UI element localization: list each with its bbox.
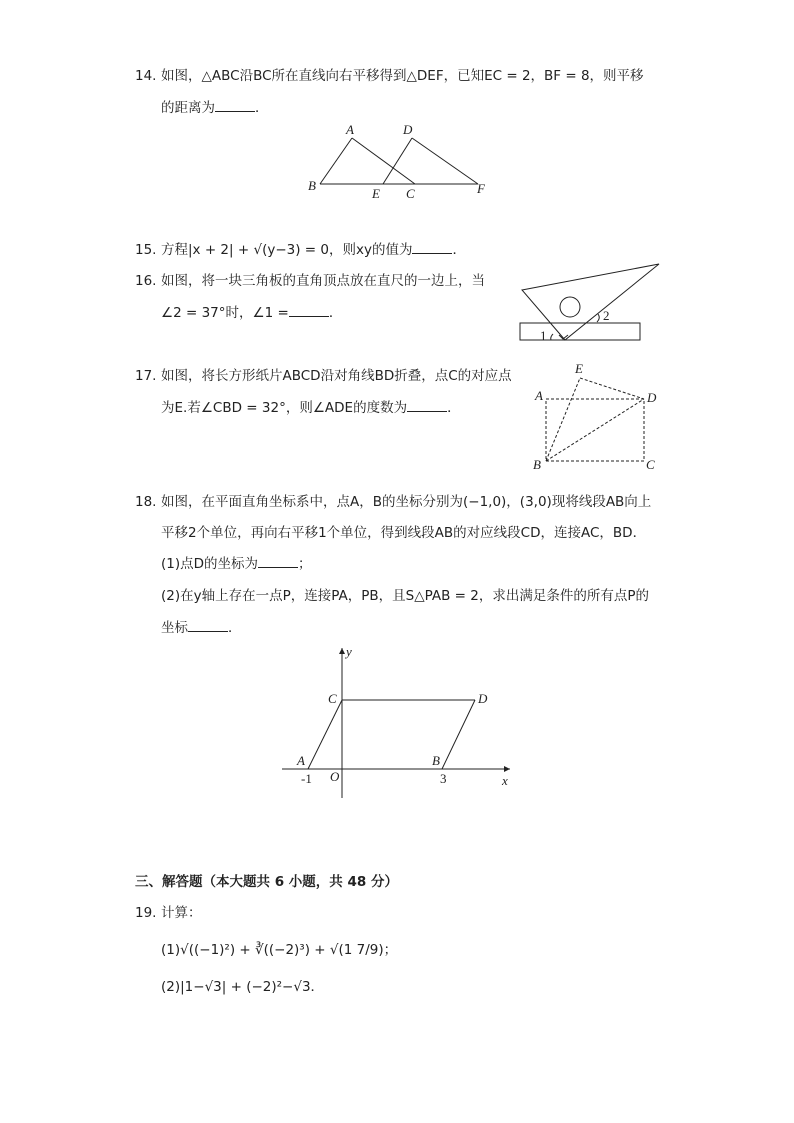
q19-part2: (2)|1−√3| + (−2)²−√3． [161, 979, 325, 995]
q17-label-D: D [647, 390, 657, 405]
q14-label-B: B [308, 178, 316, 193]
q18-label-y: y [346, 644, 352, 659]
q19-title: 计算： [161, 905, 202, 921]
q19-number: 19. [135, 905, 157, 921]
q18-label-D: D [478, 691, 488, 706]
q18-label-C: C [328, 691, 337, 706]
q17-label-E: E [575, 361, 583, 376]
section-3-heading: 三、解答题（本大题共 6 小题，共 48 分） [135, 874, 398, 890]
q14-label-A: A [346, 122, 354, 137]
q14-label-E: E [372, 186, 380, 201]
q19-part1: (1)√((−1)²) + ∛((−2)³) + √(1 7/9)； [161, 942, 398, 958]
q16-number: 16. [135, 273, 157, 289]
q15-tail: ． [452, 242, 466, 258]
q14-label-C: C [406, 186, 415, 201]
q18-text1: 如图，在平面直角坐标系中，点A，B的坐标分别为(−1,0)，(3,0)现将线段AB向上 [161, 494, 652, 510]
q17-text1: 如图，将长方形纸片ABCD沿对角线BD折叠，点C的对应点 [161, 368, 512, 384]
q18-label-O: O [330, 769, 340, 784]
q14-text2: 的距离为 [161, 100, 215, 116]
q16-label-2: 2 [603, 308, 610, 323]
q14-tail: ． [255, 100, 269, 116]
q17-label-A: A [535, 388, 543, 403]
q16-tail: ． [328, 305, 343, 321]
q14-label-D: D [403, 122, 413, 137]
q17-text2: 为E.若∠CBD = 32°，则∠ADE的度数为 [161, 400, 408, 416]
q15-text: 方程|x + 2| + √(y−3) = 0，则xy的值为 [161, 242, 413, 258]
q18-text5: 坐标 [161, 620, 188, 636]
q18-tick-minus1: -1 [301, 771, 312, 786]
q18-label-B: B [432, 753, 440, 768]
q14-label-F: F [477, 181, 485, 196]
q18-label-x: x [502, 773, 508, 788]
q17-label-B: B [533, 457, 541, 472]
q19-line [135, 903, 202, 923]
q18-label-A: A [297, 753, 305, 768]
q18-number: 18. [135, 494, 157, 510]
q18-tail3: ； [298, 556, 312, 572]
q17-tail: ． [447, 400, 461, 416]
q16-label-1: 1 [540, 328, 547, 343]
q18-tick-3: 3 [440, 771, 447, 786]
q16-text2: ∠2 = 37°时，∠1 = [161, 305, 289, 321]
q17-number: 17. [135, 368, 157, 384]
q18-text4: (2)在y轴上存在一点P，连接PA，PB，且S△PAB = 2，求出满足条件的所有点P的 [161, 588, 650, 604]
q16-text1: 如图，将一块三角板的直角顶点放在直尺的一边上，当 [161, 273, 485, 289]
q18-text3: (1)点D的坐标为 [161, 556, 259, 572]
q17-label-C: C [646, 457, 655, 472]
q14-text1: 如图，△ABC沿BC所在直线向右平移得到△DEF，已知EC = 2，BF = 8，则平移 [161, 68, 644, 84]
q18-tail5: ． [228, 620, 242, 636]
q14-number: 14. [135, 68, 157, 84]
q15-number: 15. [135, 242, 157, 258]
q18-text2: 平移2个单位，再向右平移1个单位，得到线段AB的对应线段CD，连接AC，BD． [161, 525, 647, 541]
